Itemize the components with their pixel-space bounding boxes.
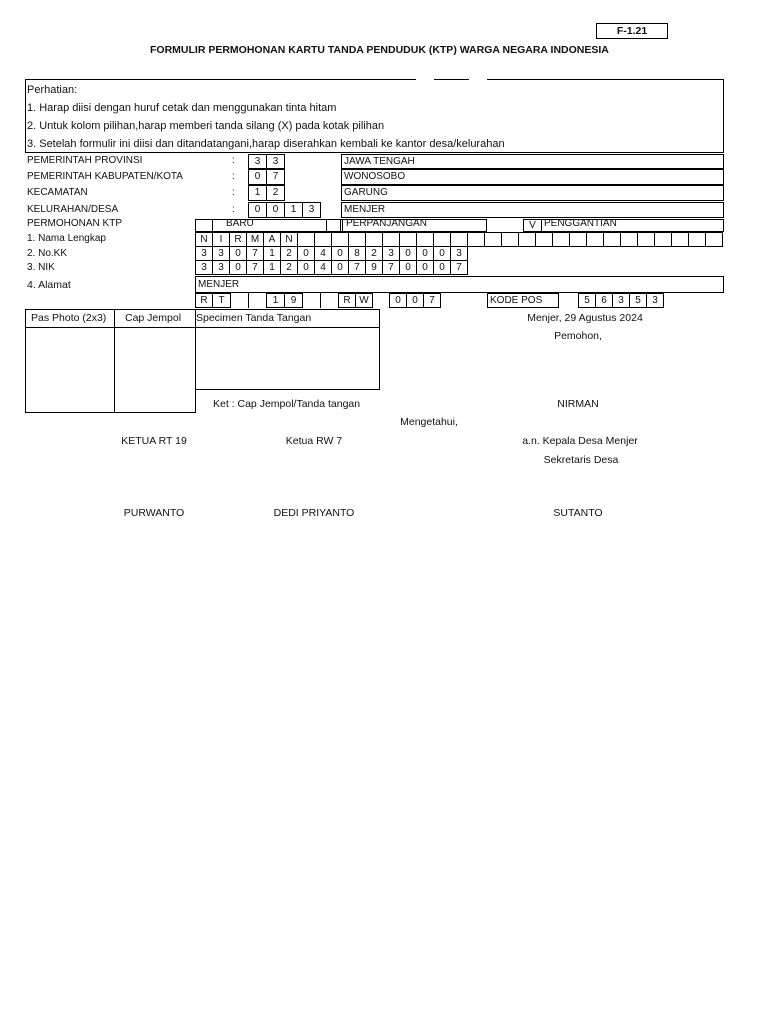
postal-digit-cell: 5	[578, 293, 596, 308]
name-char-cell: N	[195, 232, 213, 247]
rw-gap-cell	[372, 293, 390, 308]
kk-digit-cell: 3	[450, 246, 468, 261]
name-char-cell: R	[229, 232, 247, 247]
name-char-cell	[433, 232, 451, 247]
option-perpanjangan-label: PERPANJANGAN	[346, 218, 427, 229]
acknowledged-label: Mengetahui,	[400, 416, 458, 428]
nik-digit-cell: 0	[433, 260, 451, 275]
rw-value-cell: 0	[406, 293, 424, 308]
kk-digit-cell: 3	[212, 246, 230, 261]
nik-digit-cell: 9	[365, 260, 383, 275]
name-char-cell: A	[263, 232, 281, 247]
kk-digit-cell: 4	[314, 246, 332, 261]
option-perpanjangan-checkbox[interactable]	[326, 219, 343, 232]
nik-digit-cell: 1	[263, 260, 281, 275]
code-cell: 2	[266, 185, 285, 201]
name-char-cell	[671, 232, 689, 247]
address-field: MENJER	[195, 276, 724, 293]
region-colon: :	[232, 204, 235, 215]
name-char-cell	[331, 232, 349, 247]
rt-gap-cell	[230, 293, 249, 308]
kk-digit-cell: 0	[416, 246, 434, 261]
name-label: 1. Nama Lengkap	[27, 233, 106, 244]
photo-label: Pas Photo (2x3)	[31, 312, 107, 324]
rw-value-cell: 0	[389, 293, 407, 308]
selected-mark: V	[529, 220, 536, 231]
nik-digit-cell: 3	[195, 260, 213, 275]
code-cell: 1	[248, 185, 267, 201]
kk-digit-cell: 0	[399, 246, 417, 261]
name-char-cell	[501, 232, 519, 247]
applicant-name: NIRMAN	[557, 398, 599, 410]
name-char-cell	[382, 232, 400, 247]
region-label-province: PEMERINTAH PROVINSI	[27, 155, 143, 166]
rt-value-cell: 9	[284, 293, 303, 308]
form-title: FORMULIR PERMOHONAN KARTU TANDA PENDUDUK (KTP) WARGA NEGARA INDONESIA	[150, 44, 609, 56]
name-char-cell: I	[212, 232, 230, 247]
kk-digit-cell: 0	[331, 246, 349, 261]
specimen-left-line	[195, 309, 196, 413]
kk-digit-cell: 0	[433, 246, 451, 261]
name-char-cell	[314, 232, 332, 247]
notice-top-line-1	[25, 79, 416, 80]
kk-digit-cell: 2	[280, 246, 298, 261]
address-label: 4. Alamat	[27, 279, 71, 291]
name-char-cell	[569, 232, 587, 247]
postal-digit-cell: 3	[646, 293, 664, 308]
nik-cells	[195, 260, 468, 275]
kk-digit-cell: 1	[263, 246, 281, 261]
name-char-cell: N	[280, 232, 298, 247]
code-cell: 3	[302, 202, 321, 218]
thumbprint-label: Cap Jempol	[125, 312, 182, 324]
option-baru-label: BARU	[226, 218, 254, 229]
notice-item-2: 2. Untuk kolom pilihan,harap memberi tanda silang (X) pada kotak pilihan	[27, 120, 385, 132]
kk-digit-cell: 8	[348, 246, 366, 261]
region-colon: :	[232, 155, 235, 166]
nik-digit-cell: 0	[416, 260, 434, 275]
kk-digit-cell: 3	[195, 246, 213, 261]
nik-digit-cell: 0	[399, 260, 417, 275]
rt-gap-cell	[248, 293, 267, 308]
signature-note: Ket : Cap Jempol/Tanda tangan	[213, 398, 361, 410]
region-colon: :	[232, 187, 235, 198]
place-date: Menjer, 29 Agustus 2024	[527, 312, 643, 324]
code-cell: 0	[248, 169, 267, 185]
nik-digit-cell: 0	[297, 260, 315, 275]
name-char-cell	[365, 232, 383, 247]
name-char-cell	[297, 232, 315, 247]
rw-value-cell: 7	[423, 293, 441, 308]
rt-head-name: PURWANTO	[123, 507, 185, 519]
district-name-field: GARUNG	[341, 185, 724, 201]
village-code-cells	[248, 202, 321, 218]
village-head-role: a.n. Kepala Desa Menjer	[522, 435, 638, 447]
name-char-cell	[348, 232, 366, 247]
rt-label-cell: R	[195, 293, 213, 308]
regency-code-cells	[248, 169, 285, 185]
notice-item-3: 3. Setelah formulir ini diisi dan ditandatangani,harap diserahkan kembali ke kantor desa/kelurahan	[27, 138, 505, 150]
rt-label-cell: T	[212, 293, 231, 308]
postal-digit-cell: 3	[612, 293, 630, 308]
nik-label: 3. NIK	[27, 262, 55, 273]
nik-digit-cell: 7	[450, 260, 468, 275]
name-char-cell	[399, 232, 417, 247]
nik-digit-cell: 7	[382, 260, 400, 275]
district-code-cells	[248, 185, 285, 201]
kk-cells	[195, 246, 468, 261]
postal-digit-cell: 6	[595, 293, 613, 308]
nik-digit-cell: 0	[229, 260, 247, 275]
kk-label: 2. No.KK	[27, 248, 68, 259]
application-label: PERMOHONAN KTP	[27, 218, 123, 229]
postal-code-label: KODE POS	[487, 293, 559, 308]
nik-digit-cell: 7	[246, 260, 264, 275]
rw-head-role: Ketua RW 7	[285, 435, 343, 447]
name-char-cell	[552, 232, 570, 247]
applicant-role: Pemohon,	[554, 330, 602, 342]
code-cell: 1	[284, 202, 303, 218]
kk-digit-cell: 3	[382, 246, 400, 261]
postal-digit-cell: 5	[629, 293, 647, 308]
option-baru-field	[213, 219, 341, 232]
name-cells	[195, 232, 723, 247]
rw-label-cell: R	[338, 293, 356, 308]
option-penggantian-field	[542, 219, 724, 232]
name-char-cell	[484, 232, 502, 247]
nik-digit-cell: 7	[348, 260, 366, 275]
postal-code-cells	[578, 293, 664, 308]
code-cell: 0	[266, 202, 285, 218]
nik-digit-cell: 2	[280, 260, 298, 275]
notice-top-line-3	[487, 79, 724, 80]
code-cell: 3	[248, 154, 267, 169]
name-char-cell	[603, 232, 621, 247]
village-name-field: MENJER	[341, 202, 724, 218]
option-penggantian-checkbox[interactable]	[523, 219, 542, 232]
region-label-regency: PEMERINTAH KABUPATEN/KOTA	[27, 171, 183, 182]
name-char-cell	[654, 232, 672, 247]
rw-gap-cell	[302, 293, 321, 308]
name-char-cell	[688, 232, 706, 247]
rt-head-role: KETUA RT 19	[121, 435, 187, 447]
regency-name-field: WONOSOBO	[341, 169, 724, 185]
name-char-cell	[416, 232, 434, 247]
code-cell: 7	[266, 169, 285, 185]
rt-value-cell: 1	[266, 293, 285, 308]
region-label-village: KELURAHAN/DESA	[27, 204, 119, 215]
kk-digit-cell: 2	[365, 246, 383, 261]
region-colon: :	[232, 171, 235, 182]
specimen-label: Specimen Tanda Tangan	[196, 312, 312, 324]
name-char-cell	[705, 232, 723, 247]
thumbprint-box	[114, 309, 196, 413]
form-code: F-1.21	[596, 23, 668, 39]
code-cell: 3	[266, 154, 285, 169]
kk-digit-cell: 7	[246, 246, 264, 261]
rw-gap-cell	[320, 293, 339, 308]
province-name-field: JAWA TENGAH	[341, 154, 724, 169]
nik-digit-cell: 0	[331, 260, 349, 275]
notice-item-1: 1. Harap diisi dengan huruf cetak dan menggunakan tinta hitam	[27, 102, 337, 114]
nik-digit-cell: 4	[314, 260, 332, 275]
village-official-name: SUTANTO	[553, 507, 603, 519]
option-baru-checkbox[interactable]	[195, 219, 213, 232]
name-char-cell	[637, 232, 655, 247]
province-code-cells	[248, 154, 285, 169]
option-penggantian-label: PENGGANTIAN	[544, 218, 617, 229]
village-secretary-role: Sekretaris Desa	[543, 454, 619, 466]
kk-digit-cell: 0	[297, 246, 315, 261]
nik-digit-cell: 3	[212, 260, 230, 275]
region-label-district: KECAMATAN	[27, 187, 88, 198]
kk-digit-cell: 0	[229, 246, 247, 261]
name-char-cell	[467, 232, 485, 247]
name-char-cell: M	[246, 232, 264, 247]
rw-head-name: DEDI PRIYANTO	[273, 507, 355, 519]
name-char-cell	[518, 232, 536, 247]
code-cell: 0	[248, 202, 267, 218]
notice-heading: Perhatian:	[27, 84, 78, 96]
name-char-cell	[586, 232, 604, 247]
photo-box	[25, 309, 115, 413]
option-perpanjangan-field	[343, 219, 487, 232]
rt-rw-cells	[195, 293, 441, 308]
notice-top-line-2	[434, 79, 469, 80]
name-char-cell	[535, 232, 553, 247]
specimen-header-line	[195, 327, 380, 328]
name-char-cell	[620, 232, 638, 247]
name-char-cell	[450, 232, 468, 247]
rw-label-cell: W	[355, 293, 373, 308]
